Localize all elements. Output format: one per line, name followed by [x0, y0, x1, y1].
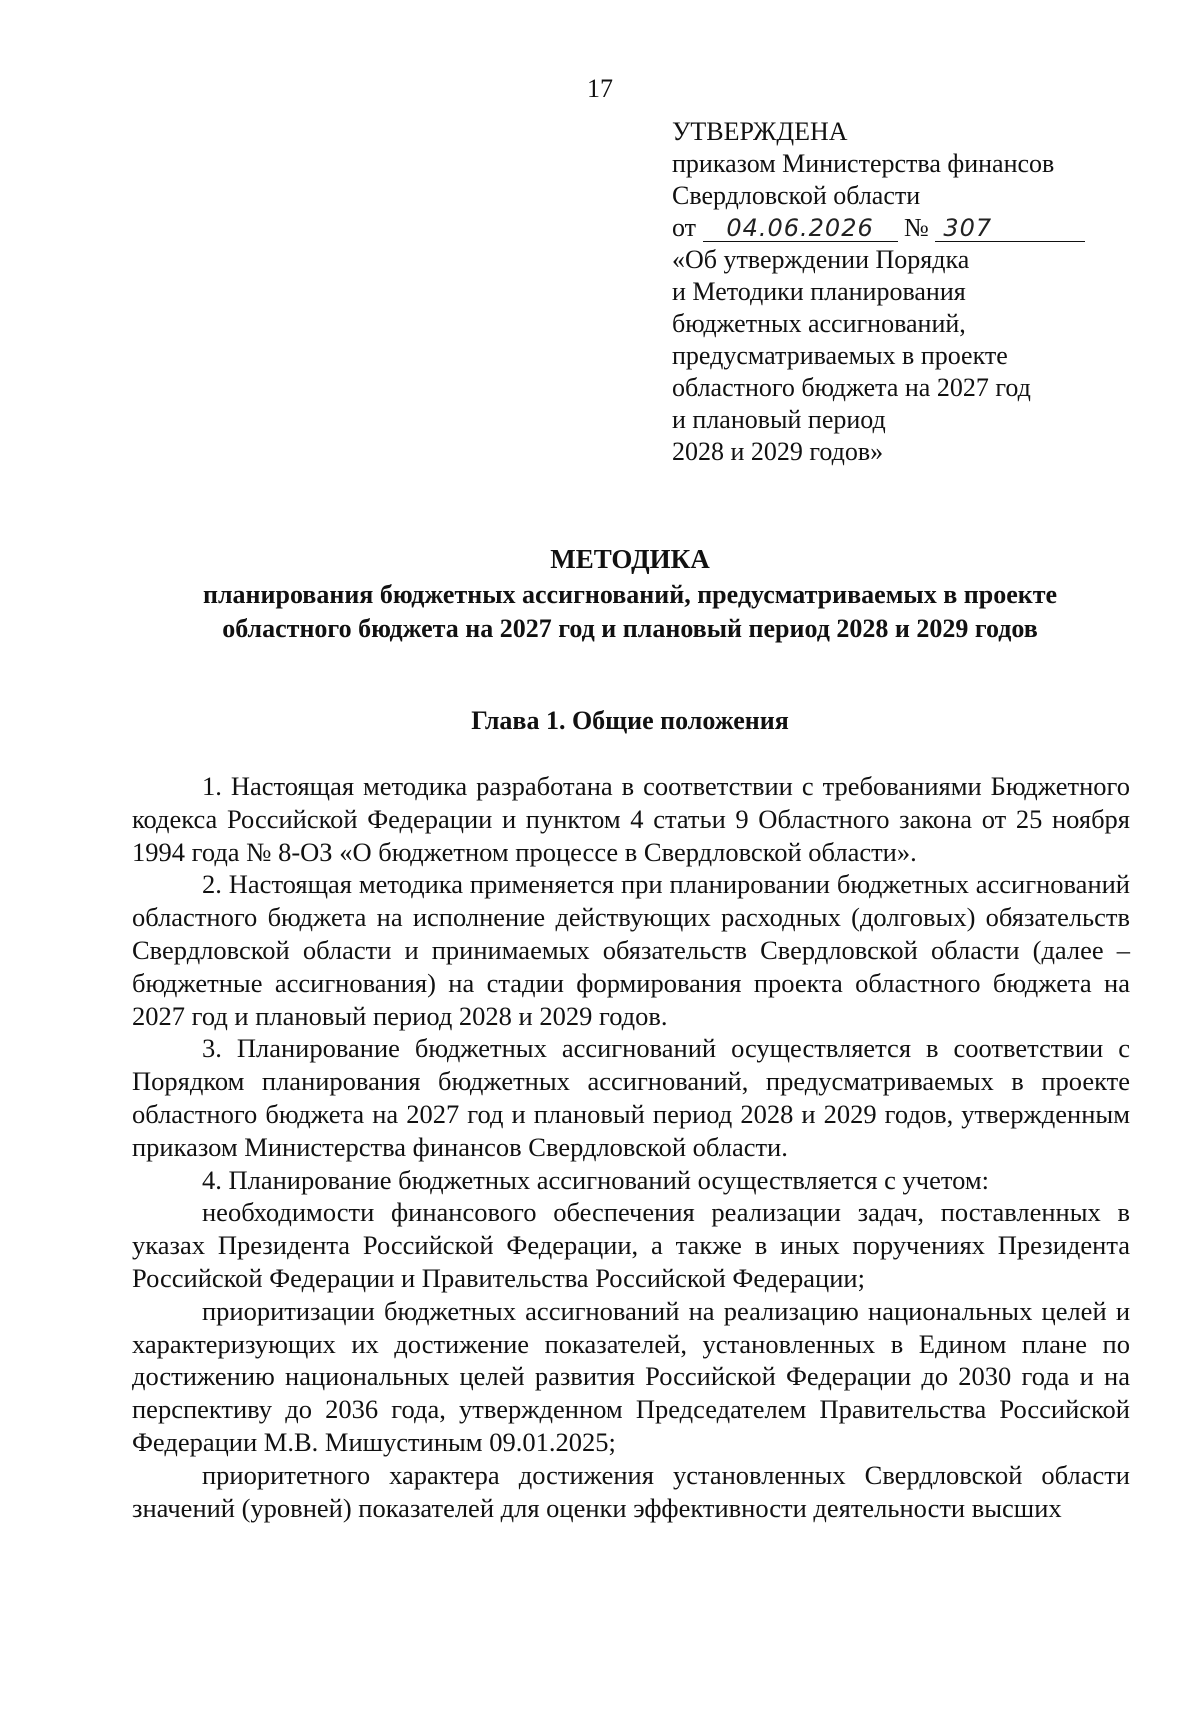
approval-line-1: приказом Министерства финансов — [672, 149, 1055, 178]
paragraph-2: 2. Настоящая методика применяется при планировании бюджетных ассигнований областного бюджета на исполнение действующих расходных (долговых) обязательств Свердловской области и принимаемых обязательств Свердловской области (далее – бюджетные ассигнования) на стадии формирования проекта областного бюджета на 2027 год и плановый период 2028 и 2029 годов. — [132, 869, 1130, 1031]
handwritten-date: 04.06.2026 — [726, 214, 874, 242]
approval-line-2: Свердловской области — [672, 181, 921, 210]
approval-subject-line: предусматриваемых в проекте — [672, 341, 1008, 370]
handwritten-number: 307 — [943, 214, 993, 242]
document-title: МЕТОДИКА — [550, 544, 710, 574]
approval-subject-line: и плановый период — [672, 405, 886, 434]
chapter-title: Глава 1. Общие положения — [471, 706, 789, 735]
page-number: 17 — [587, 74, 613, 103]
approval-date-line — [672, 212, 1112, 244]
paragraph-1: 1. Настоящая методика разработана в соответствии с требованиями Бюджетного кодекса Российской Федерации и пунктом 4 статьи 9 Областного закона от 25 ноября 1994 года № 8-ОЗ «О бюджетном процессе в Свердловской области». — [132, 771, 1130, 867]
approval-block — [672, 116, 1112, 468]
approval-subject-line: и Методики планирования — [672, 277, 966, 306]
body-text — [132, 770, 1130, 1524]
paragraph-4-item-2: приоритизации бюджетных ассигнований на реализацию национальных целей и характеризующих их достижение показателей, установленных в Едином плане по достижению национальных целей развития Российской Федерации до 2030 года и на перспективу до 2036 года, утвержденном Председателем Правительства Российской Федерации М.В. Мишустиным 09.01.2025; — [132, 1295, 1130, 1457]
approval-subject-line: «Об утверждении Порядка — [672, 245, 970, 274]
document-subtitle-line: областного бюджета на 2027 год и плановый период 2028 и 2029 годов — [222, 614, 1038, 643]
approval-subject-line: 2028 и 2029 годов» — [672, 437, 884, 466]
paragraph-4-item-3: приоритетного характера достижения установленных Свердловской области значений (уровней) показателей для оценки эффективности деятельности высших — [132, 1459, 1130, 1523]
paragraph-4: 4. Планирование бюджетных ассигнований осуществляется с учетом: — [202, 1164, 990, 1195]
date-prefix: от — [672, 213, 697, 242]
number-field — [935, 215, 1085, 242]
document-subtitle — [130, 578, 1130, 646]
date-field — [703, 215, 898, 242]
number-sign: № — [904, 213, 929, 242]
document-subtitle-line: планирования бюджетных ассигнований, предусматриваемых в проекте — [202, 580, 1058, 609]
paragraph-3: 3. Планирование бюджетных ассигнований осуществляется в соответствии с Порядком планирования бюджетных ассигнований, предусматриваемых в проекте областного бюджета на 2027 год и плановый период 2028 и 2029 годов, утвержденным приказом Министерства финансов Свердловской области. — [132, 1033, 1130, 1162]
approval-subject-line: бюджетных ассигнований, — [672, 309, 966, 338]
approval-subject-line: областного бюджета на 2027 год — [672, 373, 1031, 402]
approval-title: УТВЕРЖДЕНА — [672, 117, 848, 146]
paragraph-4-item-1: необходимости финансового обеспечения реализации задач, поставленных в указах Президента Российской Федерации, а также в иных поручениях Президента Российской Федерации и Правительства Российской Федерации; — [132, 1197, 1130, 1293]
